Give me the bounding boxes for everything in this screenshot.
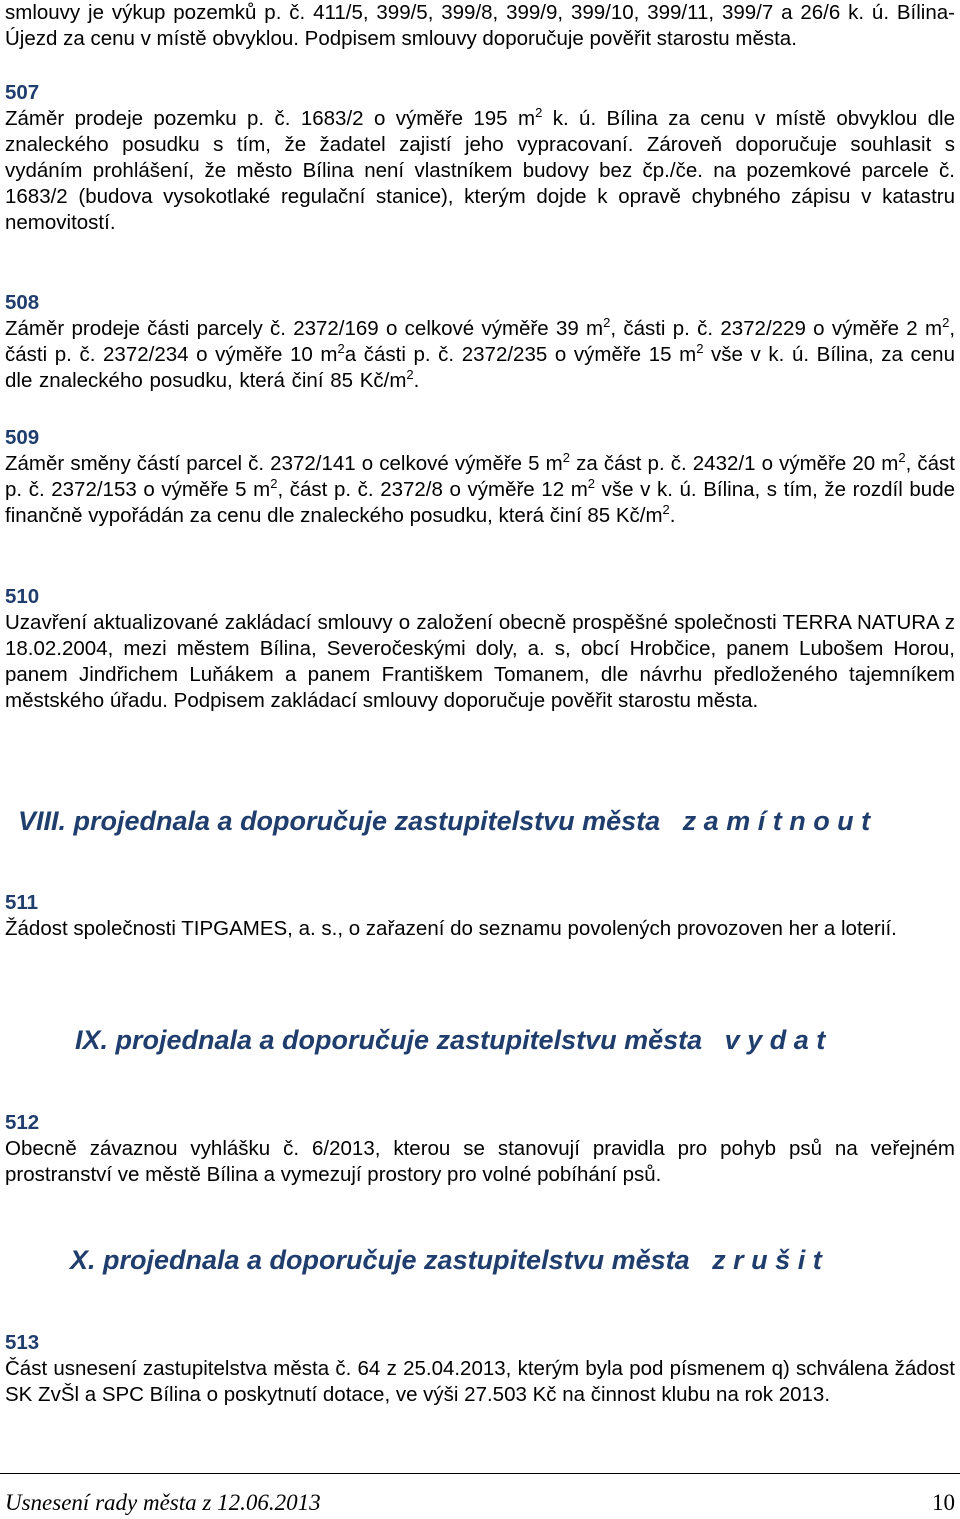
item-text: Záměr prodeje pozemku p. č. 1683/2 o výměře 195 $m^2$ k. ú. Bílina za cenu v místě obvyklou dle znaleckého posudku s tím, že žadatel zajistí jeho vypracovaní. Zároveň doporučuje souhlasit s vydáním prohlášení, že město Bílina není vlastníkem budovy bez čp./če. na pozemkové parcele č. 1683/2 (budova vysokotlaké regulační stanice), kterým dojde k opravě chybného zápisu v katastru nemovitostí. bbox=[5, 105, 955, 234]
intro-paragraph bbox=[5, 0, 955, 52]
item-513 bbox=[5, 1330, 955, 1408]
item-text: Obecně závaznou vyhlášku č. 6/2013, kterou se stanovují pravidla pro pohyb psů na veřejném prostranství ve městě Bílina a vymezují prostory pro volné pobíhání psů. bbox=[5, 1137, 955, 1186]
footer-title: Usnesení rady města z 12.06.2013 bbox=[5, 1490, 321, 1515]
item-number: 509 bbox=[5, 426, 40, 449]
item-511 bbox=[5, 890, 955, 942]
item-number: 507 bbox=[5, 81, 40, 104]
item-number: 508 bbox=[5, 291, 40, 314]
item-text: Žádost společnosti TIPGAMES, a. s., o zařazení do seznamu povolených provozoven her a loterií. bbox=[5, 917, 897, 940]
item-512 bbox=[5, 1110, 955, 1188]
item-508 bbox=[5, 290, 955, 394]
item-507 bbox=[5, 80, 955, 236]
item-number: 513 bbox=[5, 1331, 40, 1354]
item-text: Část usnesení zastupitelstva města č. 64 z 25.04.2013, kterým byla pod písmenem q) schválena žádost SK ZvŠl a SPC Bílina o poskytnutí dotace, ve výši 27.503 Kč na činnost klubu na rok 2013. bbox=[5, 1357, 955, 1406]
intro-text: smlouvy je výkup pozemků p. č. 411/5, 399/5, 399/8, 399/9, 399/10, 399/11, 399/7 a 26/6 k. ú. Bílina-Újezd za cenu v místě obvyklou. Podpisem smlouvy doporučuje pověřit starostu města. bbox=[5, 1, 955, 50]
item-text: Záměr směny částí parcel č. 2372/141 o celkové výměře 5 $m^2$ za část p. č. 2432/1 o výměře 20 $m^2$, část p. č. 2372/153 o výměře 5 $m^2$, část p. č. 2372/8 o výměře 12 $m^2$ vše v k. ú. Bílina, s tím, že rozdíl bude finančně vypořádán za cenu dle znaleckého posudku, která činí 85 $Kč/m^2$. bbox=[5, 450, 955, 527]
section-heading-viii: VIII. projednala a doporučuje zastupitelstvu města z a m í t n o u t bbox=[18, 806, 871, 836]
item-number: 512 bbox=[5, 1111, 40, 1134]
item-number: 511 bbox=[5, 891, 39, 914]
page-number: 10 bbox=[932, 1490, 955, 1515]
footer-divider bbox=[0, 1473, 960, 1474]
section-heading-x: X. projednala a doporučuje zastupitelstvu města z r u š i t bbox=[70, 1245, 822, 1275]
item-number: 510 bbox=[5, 585, 40, 608]
item-text: Záměr prodeje části parcely č. 2372/169 o celkové výměře 39 $m^2$, části p. č. 2372/229 o výměře 2 $m^2$, části p. č. 2372/234 o výměře 10 $m^2a$ části p. č. 2372/235 o výměře 15 $m^2$ vše v k. ú. Bílina, za cenu dle znaleckého posudku, která činí 85 $Kč/m^2$. bbox=[5, 315, 956, 392]
section-heading-ix: IX. projednala a doporučuje zastupitelstvu města v y d a t bbox=[75, 1025, 826, 1055]
item-510 bbox=[5, 584, 955, 714]
item-text: Uzavření aktualizované zakládací smlouvy o založení obecně prospěšné společnosti TERRA NATURA z 18.02.2004, mezi městem Bílina, Severočeskými doly, a. s, obcí Hrobčice, panem Lubošem Horou, panem Jindřichem Luňákem a panem Františkem Tomanem, dle návrhu předloženého tajemníkem městského úřadu. Podpisem zakládací smlouvy doporučuje pověřit starostu města. bbox=[5, 611, 955, 712]
item-509 bbox=[5, 425, 955, 529]
